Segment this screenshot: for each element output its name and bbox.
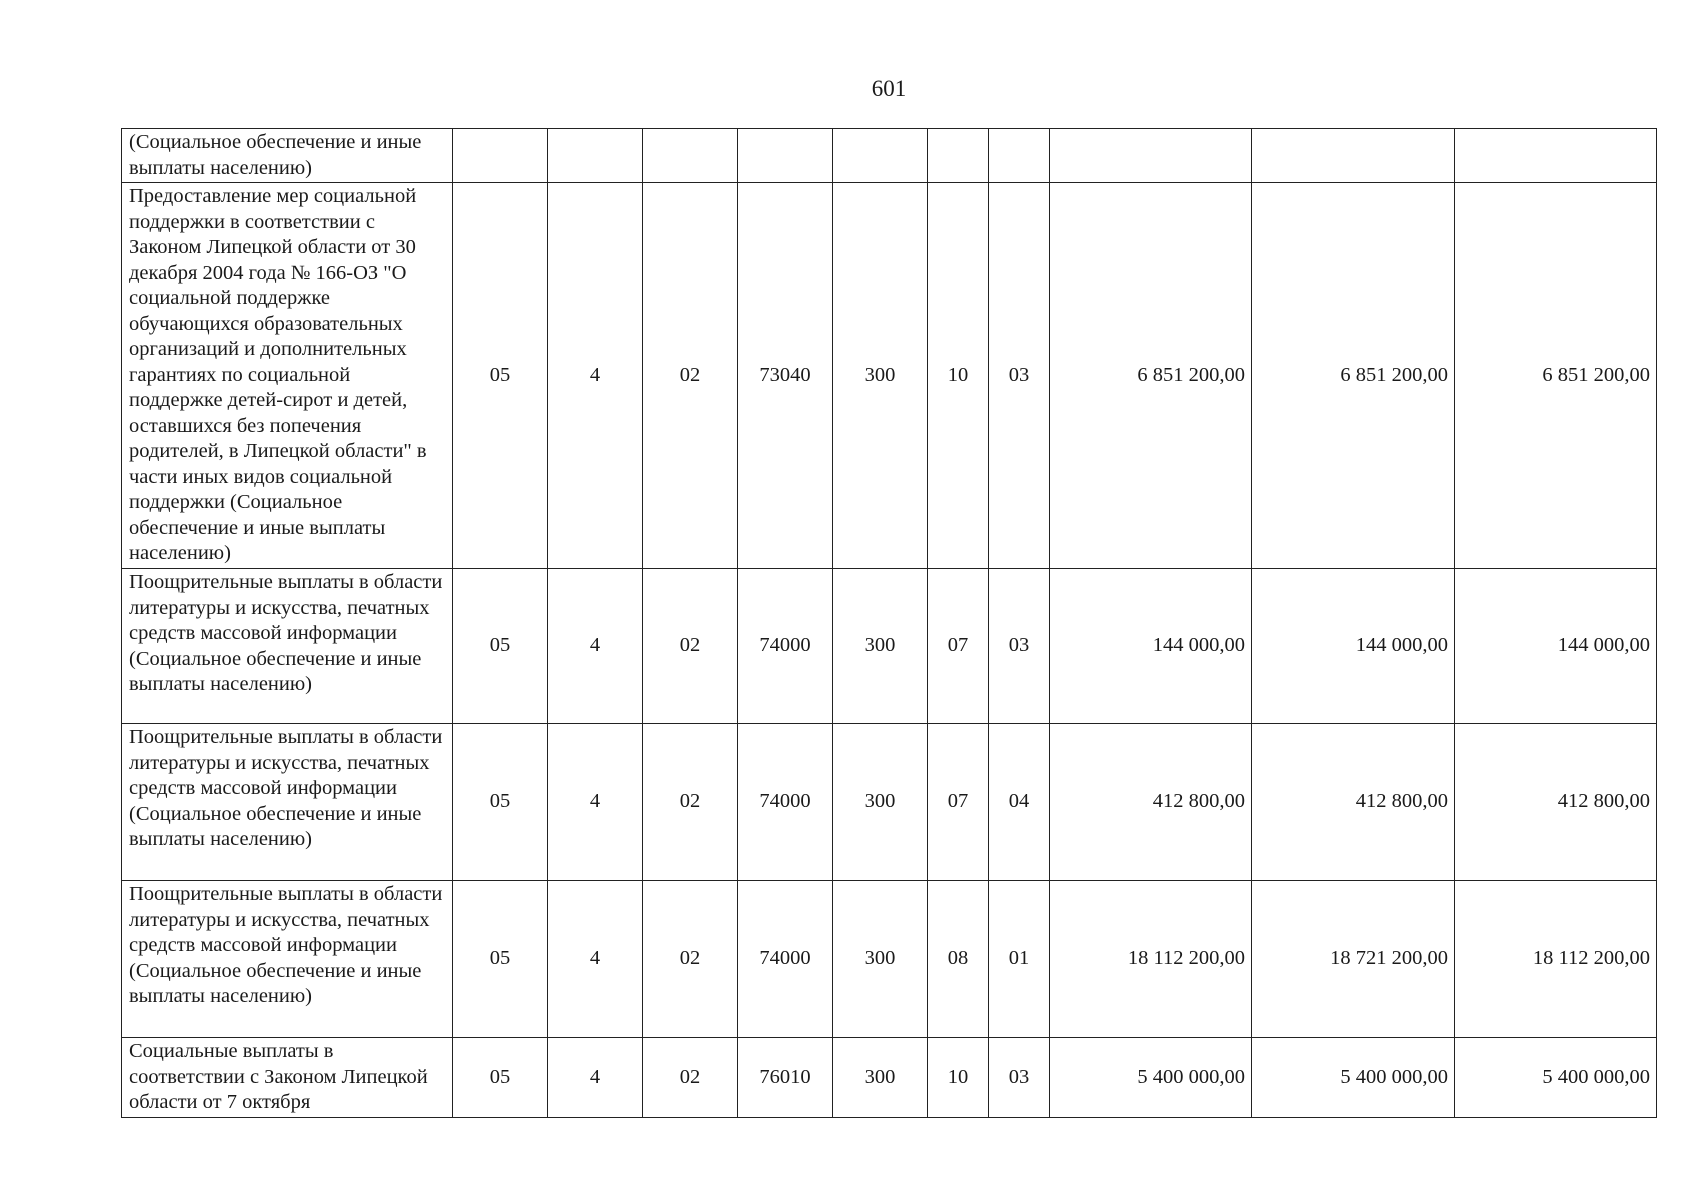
page-number: 601 bbox=[871, 76, 907, 101]
amount-cell: 412 800,00 bbox=[1455, 724, 1657, 881]
code-cell: 4 bbox=[548, 724, 643, 881]
code-cell: 05 bbox=[453, 724, 548, 881]
code-cell: 300 bbox=[833, 724, 928, 881]
row-description: Социальные выплаты в соответствии с Законом Липецкой области от 7 октября bbox=[122, 1038, 453, 1118]
budget-table bbox=[121, 128, 1657, 1118]
code-cell: 03 bbox=[989, 183, 1050, 569]
code-cell bbox=[928, 129, 989, 183]
amount-cell: 18 112 200,00 bbox=[1050, 881, 1252, 1038]
code-cell: 05 bbox=[453, 881, 548, 1038]
amount-cell: 6 851 200,00 bbox=[1050, 183, 1252, 569]
amount-cell: 18 112 200,00 bbox=[1455, 881, 1657, 1038]
code-cell: 4 bbox=[548, 569, 643, 724]
code-cell: 300 bbox=[833, 1038, 928, 1118]
table-row bbox=[122, 183, 1657, 569]
amount-cell: 144 000,00 bbox=[1455, 569, 1657, 724]
table-row bbox=[122, 724, 1657, 881]
code-cell: 03 bbox=[989, 1038, 1050, 1118]
code-cell: 300 bbox=[833, 569, 928, 724]
code-cell: 10 bbox=[928, 1038, 989, 1118]
code-cell: 02 bbox=[643, 569, 738, 724]
code-cell: 74000 bbox=[738, 724, 833, 881]
code-cell: 01 bbox=[989, 881, 1050, 1038]
code-cell: 74000 bbox=[738, 881, 833, 1038]
code-cell: 05 bbox=[453, 183, 548, 569]
code-cell: 02 bbox=[643, 881, 738, 1038]
code-cell: 300 bbox=[833, 183, 928, 569]
code-cell bbox=[548, 129, 643, 183]
row-description: Поощрительные выплаты в области литературы и искусства, печатных средств массовой информации (Социальное обеспечение и иные выплаты населению) bbox=[122, 881, 453, 1038]
code-cell: 4 bbox=[548, 183, 643, 569]
row-description: Поощрительные выплаты в области литературы и искусства, печатных средств массовой информации (Социальное обеспечение и иные выплаты населению) bbox=[122, 569, 453, 724]
amount-cell: 144 000,00 bbox=[1050, 569, 1252, 724]
amount-cell: 6 851 200,00 bbox=[1252, 183, 1455, 569]
code-cell: 07 bbox=[928, 569, 989, 724]
amount-cell bbox=[1455, 129, 1657, 183]
code-cell bbox=[738, 129, 833, 183]
code-cell: 10 bbox=[928, 183, 989, 569]
table-row bbox=[122, 881, 1657, 1038]
amount-cell: 6 851 200,00 bbox=[1455, 183, 1657, 569]
row-description: Поощрительные выплаты в области литературы и искусства, печатных средств массовой информации (Социальное обеспечение и иные выплаты населению) bbox=[122, 724, 453, 881]
code-cell: 02 bbox=[643, 1038, 738, 1118]
code-cell: 73040 bbox=[738, 183, 833, 569]
code-cell: 08 bbox=[928, 881, 989, 1038]
amount-cell bbox=[1050, 129, 1252, 183]
amount-cell: 5 400 000,00 bbox=[1050, 1038, 1252, 1118]
code-cell: 02 bbox=[643, 724, 738, 881]
amount-cell: 412 800,00 bbox=[1252, 724, 1455, 881]
code-cell bbox=[833, 129, 928, 183]
row-description: Предоставление мер социальной поддержки в соответствии с Законом Липецкой области от 30 декабря 2004 года № 166-ОЗ "О социальной поддержке обучающихся образовательных организаций и дополнительных гарантиях по социальной поддержке детей-сирот и детей, оставшихся без попечения родителей, в Липецкой области" в части иных видов социальной поддержки (Социальное обеспечение и иные выплаты населению) bbox=[122, 183, 453, 569]
code-cell: 76010 bbox=[738, 1038, 833, 1118]
amount-cell: 5 400 000,00 bbox=[1252, 1038, 1455, 1118]
table-row bbox=[122, 129, 1657, 183]
code-cell: 74000 bbox=[738, 569, 833, 724]
amount-cell: 144 000,00 bbox=[1252, 569, 1455, 724]
amount-cell bbox=[1252, 129, 1455, 183]
amount-cell: 412 800,00 bbox=[1050, 724, 1252, 881]
code-cell: 4 bbox=[548, 1038, 643, 1118]
row-description: (Социальное обеспечение и иные выплаты населению) bbox=[122, 129, 453, 183]
code-cell: 03 bbox=[989, 569, 1050, 724]
code-cell: 05 bbox=[453, 569, 548, 724]
table-row bbox=[122, 569, 1657, 724]
code-cell: 4 bbox=[548, 881, 643, 1038]
table-row bbox=[122, 1038, 1657, 1118]
code-cell: 02 bbox=[643, 183, 738, 569]
code-cell bbox=[453, 129, 548, 183]
code-cell bbox=[643, 129, 738, 183]
code-cell: 05 bbox=[453, 1038, 548, 1118]
amount-cell: 18 721 200,00 bbox=[1252, 881, 1455, 1038]
code-cell: 04 bbox=[989, 724, 1050, 881]
code-cell bbox=[989, 129, 1050, 183]
code-cell: 07 bbox=[928, 724, 989, 881]
code-cell: 300 bbox=[833, 881, 928, 1038]
amount-cell: 5 400 000,00 bbox=[1455, 1038, 1657, 1118]
